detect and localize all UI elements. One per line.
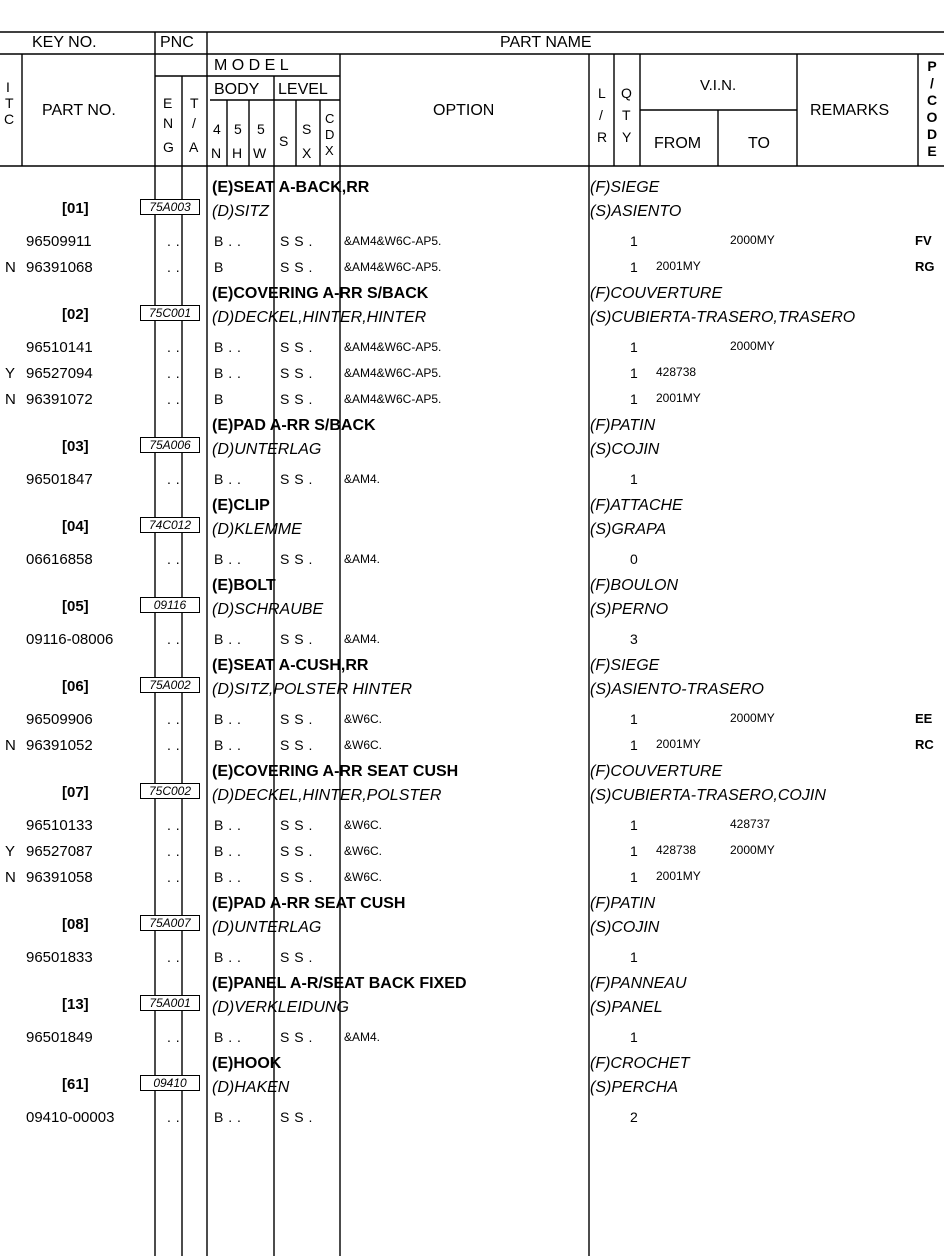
pnc-code: 75C002	[140, 783, 200, 799]
header-level: LEVEL	[278, 81, 328, 98]
option-code: &W6C.	[344, 738, 383, 752]
quantity: 1	[630, 233, 638, 249]
eng-ta-marks: . .	[167, 1029, 181, 1045]
part-no: 96510141	[26, 339, 93, 356]
option-code: &W6C.	[344, 712, 383, 726]
vin-from: 2001MY	[656, 737, 701, 751]
part-no: 96527094	[26, 365, 93, 382]
level-marks: S S .	[280, 233, 313, 249]
header-qty-1: Q	[621, 85, 632, 101]
quantity: 1	[630, 737, 638, 753]
name-en: (E)CLIP	[212, 497, 270, 514]
body-model: B . .	[214, 817, 242, 833]
level-marks: S S .	[280, 1109, 313, 1125]
header-pcode-char: /	[930, 75, 934, 91]
p-code: RG	[915, 259, 935, 274]
body-model: B . .	[214, 551, 242, 567]
header-ta-3: A	[189, 139, 199, 155]
header-remarks: REMARKS	[810, 102, 890, 119]
name-fr: (F)PANNEAU	[590, 975, 687, 992]
name-de: (D)SITZ,POLSTER HINTER	[212, 681, 413, 698]
pnc-code: 75A006	[140, 437, 200, 453]
part-no: 96527087	[26, 843, 93, 860]
quantity: 1	[630, 471, 638, 487]
name-de: (D)DECKEL,HINTER,POLSTER	[212, 787, 442, 804]
eng-ta-marks: . .	[167, 711, 181, 727]
header-vin: V.I.N.	[700, 77, 737, 94]
quantity: 1	[630, 817, 638, 833]
part-no: 06616858	[26, 551, 93, 568]
level-marks: S S .	[280, 391, 313, 407]
pnc-code: 74C012	[140, 517, 200, 533]
name-fr: (F)BOULON	[590, 577, 678, 594]
name-es: (S)ASIENTO	[590, 203, 682, 220]
header-body-4: 4	[213, 121, 221, 137]
header-level-cdx-2: D	[325, 127, 335, 142]
level-marks: S S .	[280, 711, 313, 727]
vin-from: 2001MY	[656, 259, 701, 273]
eng-ta-marks: . .	[167, 233, 181, 249]
header-level-cdx-1: C	[325, 111, 335, 126]
name-fr: (F)SIEGE	[590, 179, 660, 196]
level-marks: S S .	[280, 471, 313, 487]
header-itc-2: T	[5, 95, 14, 111]
part-no: 96509911	[26, 233, 92, 250]
quantity: 2	[630, 1109, 638, 1125]
itc-code: Y	[5, 843, 16, 860]
level-marks: S S .	[280, 631, 313, 647]
vin-from: 428738	[656, 365, 697, 379]
header-level-s: S	[279, 133, 289, 149]
level-marks: S S .	[280, 551, 313, 567]
header-lr-3: R	[597, 129, 608, 145]
itc-code: N	[5, 391, 16, 408]
key-no: [08]	[62, 916, 89, 933]
header-key-no: KEY NO.	[32, 34, 97, 51]
name-de: (D)KLEMME	[212, 521, 302, 538]
body-model: B . .	[214, 1109, 242, 1125]
eng-ta-marks: . .	[167, 869, 181, 885]
itc-code: Y	[5, 365, 16, 382]
body-model: B . .	[214, 843, 242, 859]
itc-code: N	[5, 737, 16, 754]
p-code: EE	[915, 711, 933, 726]
level-marks: S S .	[280, 1029, 313, 1045]
header-ta-1: T	[190, 95, 199, 111]
header-pcode-char: E	[927, 143, 937, 159]
quantity: 1	[630, 1029, 638, 1045]
eng-ta-marks: . .	[167, 1109, 181, 1125]
name-fr: (F)PATIN	[590, 895, 656, 912]
name-de: (D)SCHRAUBE	[212, 601, 324, 618]
header-pcode-char: O	[926, 109, 938, 125]
level-marks: S S .	[280, 365, 313, 381]
name-en: (E)SEAT A-CUSH,RR	[212, 657, 369, 674]
option-code: &AM4.	[344, 1030, 381, 1044]
header-eng-2: N	[163, 115, 174, 131]
header-option: OPTION	[433, 102, 495, 119]
pnc-code: 09410	[140, 1075, 200, 1091]
vin-to: 2000MY	[730, 711, 775, 725]
name-es: (S)COJIN	[590, 441, 660, 458]
body-model: B . .	[214, 339, 242, 355]
key-no: [13]	[62, 996, 89, 1013]
name-de: (D)SITZ	[212, 203, 269, 220]
option-code: &AM4&W6C-AP5.	[344, 366, 442, 380]
header-vin-to: TO	[748, 135, 770, 152]
header-qty-3: Y	[622, 129, 632, 145]
header-eng-3: G	[163, 139, 174, 155]
part-no: 09410-00003	[26, 1109, 115, 1126]
vin-to: 2000MY	[730, 843, 775, 857]
name-es: (S)ASIENTO-TRASERO	[590, 681, 764, 698]
key-no: [03]	[62, 438, 89, 455]
part-no: 96391052	[26, 737, 93, 754]
option-code: &AM4&W6C-AP5.	[344, 392, 442, 406]
name-de: (D)UNTERLAG	[212, 441, 322, 458]
name-fr: (F)SIEGE	[590, 657, 660, 674]
eng-ta-marks: . .	[167, 391, 181, 407]
header-body-5w: 5	[257, 121, 265, 137]
header-qty-2: T	[622, 107, 631, 123]
header-pcode	[922, 58, 942, 160]
level-marks: S S .	[280, 817, 313, 833]
part-no: 96391072	[26, 391, 93, 408]
body-model: B . .	[214, 1029, 242, 1045]
name-fr: (F)COUVERTURE	[590, 763, 723, 780]
pnc-code: 75A001	[140, 995, 200, 1011]
quantity: 1	[630, 869, 638, 885]
quantity: 1	[630, 843, 638, 859]
p-code: RC	[915, 737, 934, 752]
name-es: (S)CUBIERTA-TRASERO,TRASERO	[590, 309, 856, 326]
key-no: [04]	[62, 518, 89, 535]
body-model: B . .	[214, 471, 242, 487]
body-model: B . .	[214, 233, 242, 249]
name-en: (E)PANEL A-R/SEAT BACK FIXED	[212, 975, 467, 992]
name-es: (S)PERNO	[590, 601, 669, 618]
name-en: (E)COVERING A-RR S/BACK	[212, 285, 429, 302]
name-en: (E)BOLT	[212, 577, 276, 594]
name-de: (D)UNTERLAG	[212, 919, 322, 936]
header-pcode-char: C	[926, 92, 938, 108]
vin-from: 428738	[656, 843, 697, 857]
key-no: [61]	[62, 1076, 89, 1093]
body-model: B . .	[214, 737, 242, 753]
option-code: &W6C.	[344, 870, 383, 884]
eng-ta-marks: . .	[167, 339, 181, 355]
body-model: B	[214, 391, 224, 407]
level-marks: S S .	[280, 843, 313, 859]
name-fr: (F)ATTACHE	[590, 497, 683, 514]
header-level-sx-1: S	[302, 121, 312, 137]
quantity: 1	[630, 365, 638, 381]
name-de: (D)HAKEN	[212, 1079, 290, 1096]
header-lr-1: L	[598, 85, 606, 101]
name-en: (E)COVERING A-RR SEAT CUSH	[212, 763, 459, 780]
option-code: &AM4&W6C-AP5.	[344, 234, 442, 248]
pnc-code: 09116	[140, 597, 200, 613]
part-no: 96391058	[26, 869, 93, 886]
header-model: M O D E L	[214, 57, 289, 74]
header-eng-1: E	[163, 95, 173, 111]
key-no: [07]	[62, 784, 89, 801]
body-model: B . .	[214, 365, 242, 381]
vin-to: 2000MY	[730, 339, 775, 353]
name-es: (S)PANEL	[590, 999, 663, 1016]
option-code: &W6C.	[344, 844, 383, 858]
name-en: (E)PAD A-RR S/BACK	[212, 417, 376, 434]
body-model: B . .	[214, 631, 242, 647]
header-body: BODY	[214, 81, 260, 98]
name-en: (E)PAD A-RR SEAT CUSH	[212, 895, 406, 912]
key-no: [02]	[62, 306, 89, 323]
header-body-5h: 5	[234, 121, 242, 137]
quantity: 1	[630, 259, 638, 275]
header-itc-3: C	[4, 111, 15, 127]
eng-ta-marks: . .	[167, 365, 181, 381]
header-pcode-char: D	[926, 126, 938, 142]
quantity: 3	[630, 631, 638, 647]
vin-to: 2000MY	[730, 233, 775, 247]
header-level-sx-2: X	[302, 145, 312, 161]
option-code: &AM4&W6C-AP5.	[344, 340, 442, 354]
header-body-n: N	[211, 145, 222, 161]
part-no: 96501849	[26, 1029, 93, 1046]
eng-ta-marks: . .	[167, 817, 181, 833]
level-marks: S S .	[280, 869, 313, 885]
option-code: &AM4.	[344, 632, 381, 646]
header-vin-from: FROM	[654, 135, 702, 152]
level-marks: S S .	[280, 949, 313, 965]
header-ta-2: /	[192, 115, 196, 131]
vin-from: 2001MY	[656, 869, 701, 883]
name-fr: (F)PATIN	[590, 417, 656, 434]
level-marks: S S .	[280, 737, 313, 753]
eng-ta-marks: . .	[167, 471, 181, 487]
eng-ta-marks: . .	[167, 843, 181, 859]
part-no: 96501833	[26, 949, 93, 966]
part-no: 96501847	[26, 471, 93, 488]
eng-ta-marks: . .	[167, 949, 181, 965]
level-marks: S S .	[280, 339, 313, 355]
quantity: 1	[630, 391, 638, 407]
option-code: &W6C.	[344, 818, 383, 832]
part-no: 96509906	[26, 711, 93, 728]
header-pnc: PNC	[160, 34, 194, 51]
quantity: 1	[630, 339, 638, 355]
name-de: (D)DECKEL,HINTER,HINTER	[212, 309, 427, 326]
pnc-code: 75A003	[140, 199, 200, 215]
level-marks: S S .	[280, 259, 313, 275]
pnc-code: 75A002	[140, 677, 200, 693]
name-es: (S)COJIN	[590, 919, 660, 936]
header-part-name: PART NAME	[500, 34, 592, 51]
itc-code: N	[5, 869, 16, 886]
name-es: (S)GRAPA	[590, 521, 667, 538]
eng-ta-marks: . .	[167, 631, 181, 647]
name-de: (D)VERKLEIDUNG	[212, 999, 349, 1016]
header-body-w: W	[253, 145, 267, 161]
option-code: &AM4.	[344, 472, 381, 486]
name-fr: (F)COUVERTURE	[590, 285, 723, 302]
key-no: [01]	[62, 200, 89, 217]
eng-ta-marks: . .	[167, 551, 181, 567]
header-itc-1: I	[6, 79, 10, 95]
quantity: 1	[630, 711, 638, 727]
quantity: 1	[630, 949, 638, 965]
key-no: [06]	[62, 678, 89, 695]
header-pcode-char: P	[927, 58, 937, 74]
part-no: 09116-08006	[26, 631, 114, 648]
eng-ta-marks: . .	[167, 737, 181, 753]
itc-code: N	[5, 259, 16, 276]
name-fr: (F)CROCHET	[590, 1055, 690, 1072]
header-lr-2: /	[599, 107, 603, 123]
quantity: 0	[630, 551, 638, 567]
name-en: (E)SEAT A-BACK,RR	[212, 179, 370, 196]
eng-ta-marks: . .	[167, 259, 181, 275]
pnc-code: 75A007	[140, 915, 200, 931]
part-no: 96510133	[26, 817, 93, 834]
part-no: 96391068	[26, 259, 93, 276]
name-en: (E)HOOK	[212, 1055, 282, 1072]
body-model: B . .	[214, 711, 242, 727]
body-model: B . .	[214, 869, 242, 885]
p-code: FV	[915, 233, 932, 248]
body-model: B . .	[214, 949, 242, 965]
header-part-no: PART NO.	[42, 102, 116, 119]
key-no: [05]	[62, 598, 89, 615]
vin-to: 428737	[730, 817, 771, 831]
name-es: (S)CUBIERTA-TRASERO,COJIN	[590, 787, 826, 804]
vin-from: 2001MY	[656, 391, 701, 405]
pnc-code: 75C001	[140, 305, 200, 321]
name-es: (S)PERCHA	[590, 1079, 679, 1096]
option-code: &AM4&W6C-AP5.	[344, 260, 442, 274]
option-code: &AM4.	[344, 552, 381, 566]
header-body-h: H	[232, 145, 243, 161]
body-model: B	[214, 259, 224, 275]
header-level-cdx-3: X	[325, 143, 334, 158]
